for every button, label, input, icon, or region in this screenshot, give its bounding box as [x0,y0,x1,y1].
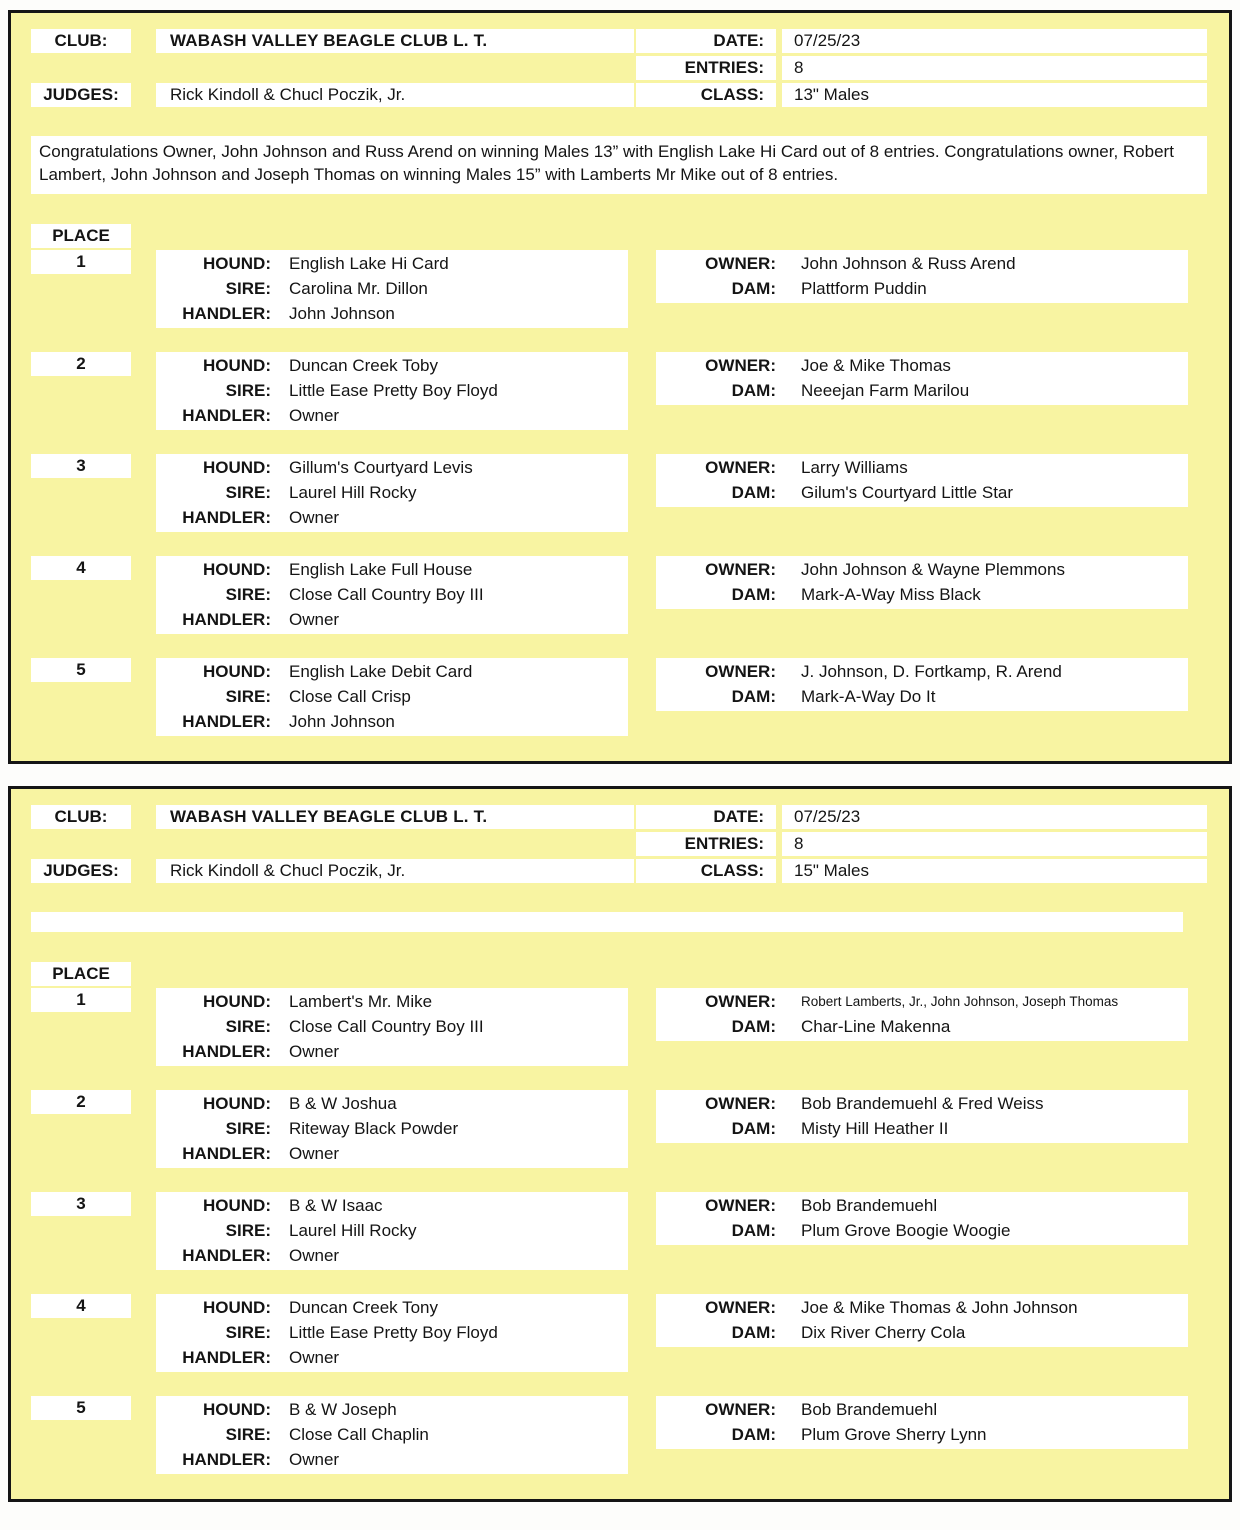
place-number: 2 [31,1090,131,1114]
results-panel-13-males [8,10,1232,764]
hound-label: HOUND: [203,356,271,375]
sire-value: Close Call Crisp [289,687,411,706]
sire-value: Laurel Hill Rocky [289,483,417,502]
owner-value: Bob Brandemuehl & Fred Weiss [801,1094,1044,1113]
panel-header [31,805,1207,886]
owner-details [656,556,1188,609]
result-entry [31,1192,1207,1269]
hound-details [156,454,628,532]
handler-label: HANDLER: [182,304,271,323]
hound-value: Lambert's Mr. Mike [289,992,433,1011]
dam-label: DAM: [731,279,776,298]
dam-label: DAM: [731,483,776,502]
hound-label: HOUND: [203,458,271,477]
dam-label: DAM: [731,381,776,400]
entries-value: 8 [782,832,1207,856]
club-label: CLUB: [31,29,131,53]
owner-label: OWNER: [705,560,776,579]
dam-value: Mark-A-Way Miss Black [801,585,981,604]
result-entry [31,1294,1207,1371]
class-value: 13" Males [782,83,1207,107]
sire-label: SIRE: [225,279,271,298]
owner-value: Larry Williams [801,458,908,477]
owner-value: J. Johnson, D. Fortkamp, R. Arend [801,662,1062,681]
hound-value: Gillum's Courtyard Levis [289,458,473,477]
sire-value: Laurel Hill Rocky [289,1221,417,1240]
handler-value: Owner [289,508,340,527]
result-entry [31,1090,1207,1167]
judges-value: Rick Kindoll & Chucl Poczik, Jr. [156,83,634,107]
hound-value: B & W Isaac [289,1196,383,1215]
handler-label: HANDLER: [182,1348,271,1367]
place-number: 3 [31,1192,131,1216]
owner-details [656,988,1188,1041]
dam-value: Dix River Cherry Cola [801,1323,966,1342]
place-number: 4 [31,1294,131,1318]
owner-details [656,250,1188,303]
owner-details [656,1192,1188,1245]
panel-header [31,29,1207,110]
handler-value: Owner [289,406,340,425]
owner-label: OWNER: [705,1196,776,1215]
result-entry [31,658,1207,735]
sire-value: Close Call Chaplin [289,1425,429,1444]
hound-label: HOUND: [203,992,271,1011]
sire-value: Riteway Black Powder [289,1119,459,1138]
entries-label: ENTRIES: [636,832,776,856]
class-label: CLASS: [636,83,776,107]
owner-details [656,454,1188,507]
hound-label: HOUND: [203,1400,271,1419]
date-label: DATE: [636,29,776,53]
congratulations-text: Congratulations Owner, John Johnson and Russ Arend on winning Males 13” with English Lake Hi Card out of 8 entries. Congratulations owner, Robert Lambert, John Johnson and Joseph Thomas on winning Males 15” with Lamberts Mr Mike out of 8 entries. [31,136,1207,194]
hound-details [156,1192,628,1270]
dam-label: DAM: [731,687,776,706]
hound-value: English Lake Hi Card [289,254,449,273]
result-entry [31,988,1207,1065]
congratulations-text [31,912,1183,932]
handler-value: Owner [289,1348,340,1367]
sire-label: SIRE: [225,1425,271,1444]
hound-label: HOUND: [203,1094,271,1113]
results-panel-15-males [8,786,1232,1502]
place-number: 5 [31,658,131,682]
place-column-header: PLACE [31,962,131,986]
dam-value: Mark-A-Way Do It [801,687,936,706]
dam-value: Plattform Puddin [801,279,927,298]
owner-label: OWNER: [705,662,776,681]
header-spacer [31,832,636,856]
owner-label: OWNER: [705,254,776,273]
handler-label: HANDLER: [182,1450,271,1469]
dam-label: DAM: [731,1119,776,1138]
dam-value: Gilum's Courtyard Little Star [801,483,1014,502]
hound-details [156,1090,628,1168]
place-number: 4 [31,556,131,580]
entries-value: 8 [782,56,1207,80]
owner-label: OWNER: [705,1094,776,1113]
handler-value: John Johnson [289,712,395,731]
class-label: CLASS: [636,859,776,883]
hound-details [156,658,628,736]
sire-value: Close Call Country Boy III [289,585,484,604]
owner-label: OWNER: [705,992,776,1011]
judges-label: JUDGES: [31,83,131,107]
handler-value: Owner [289,1144,340,1163]
dam-label: DAM: [731,1425,776,1444]
result-entry [31,1396,1207,1473]
handler-value: Owner [289,610,340,629]
hound-label: HOUND: [203,1298,271,1317]
entries-label: ENTRIES: [636,56,776,80]
hound-value: B & W Joseph [289,1400,397,1419]
judges-value: Rick Kindoll & Chucl Poczik, Jr. [156,859,634,883]
place-number: 5 [31,1396,131,1420]
sire-value: Little Ease Pretty Boy Floyd [289,381,498,400]
sire-value: Close Call Country Boy III [289,1017,484,1036]
hound-value: English Lake Full House [289,560,473,579]
dam-value: Misty Hill Heather II [801,1119,949,1138]
owner-details [656,658,1188,711]
handler-value: Owner [289,1246,340,1265]
owner-label: OWNER: [705,356,776,375]
owner-value: Joe & Mike Thomas & John Johnson [801,1298,1078,1317]
sire-value: Carolina Mr. Dillon [289,279,428,298]
sire-label: SIRE: [225,687,271,706]
handler-label: HANDLER: [182,712,271,731]
hound-label: HOUND: [203,254,271,273]
header-spacer [31,56,636,80]
handler-label: HANDLER: [182,1042,271,1061]
handler-label: HANDLER: [182,1144,271,1163]
owner-details [656,1090,1188,1143]
sire-label: SIRE: [225,1017,271,1036]
result-entry [31,352,1207,429]
dam-value: Neeejan Farm Marilou [801,381,970,400]
hound-label: HOUND: [203,560,271,579]
class-value: 15" Males [782,859,1207,883]
sire-label: SIRE: [225,1323,271,1342]
hound-details [156,250,628,328]
hound-details [156,988,628,1066]
owner-label: OWNER: [705,458,776,477]
handler-label: HANDLER: [182,508,271,527]
place-number: 1 [31,988,131,1012]
sire-label: SIRE: [225,1221,271,1240]
dam-value: Plum Grove Sherry Lynn [801,1425,987,1444]
hound-value: B & W Joshua [289,1094,397,1113]
owner-value: Bob Brandemuehl [801,1400,938,1419]
sire-label: SIRE: [225,1119,271,1138]
club-value: WABASH VALLEY BEAGLE CLUB L. T. [156,29,634,53]
hound-label: HOUND: [203,662,271,681]
handler-label: HANDLER: [182,610,271,629]
owner-label: OWNER: [705,1400,776,1419]
handler-label: HANDLER: [182,406,271,425]
date-value: 07/25/23 [782,805,1207,829]
owner-value: John Johnson & Wayne Plemmons [801,560,1065,579]
hound-details [156,556,628,634]
handler-value: John Johnson [289,304,395,323]
club-label: CLUB: [31,805,131,829]
hound-value: English Lake Debit Card [289,662,473,681]
place-number: 1 [31,250,131,274]
hound-details [156,352,628,430]
date-value: 07/25/23 [782,29,1207,53]
owner-value: John Johnson & Russ Arend [801,254,1016,273]
dam-label: DAM: [731,1221,776,1240]
owner-value: Joe & Mike Thomas [801,356,951,375]
owner-value: Bob Brandemuehl [801,1196,938,1215]
sire-value: Little Ease Pretty Boy Floyd [289,1323,498,1342]
hound-label: HOUND: [203,1196,271,1215]
sire-label: SIRE: [225,483,271,502]
hound-value: Duncan Creek Tony [289,1298,438,1317]
place-column-header: PLACE [31,224,131,248]
judges-label: JUDGES: [31,859,131,883]
hound-details [156,1396,628,1474]
result-entry [31,556,1207,633]
dam-label: DAM: [731,1017,776,1036]
dam-label: DAM: [731,585,776,604]
owner-details [656,1396,1188,1449]
place-number: 3 [31,454,131,478]
dam-value: Plum Grove Boogie Woogie [801,1221,1011,1240]
sire-label: SIRE: [225,381,271,400]
handler-label: HANDLER: [182,1246,271,1265]
dam-value: Char-Line Makenna [801,1017,951,1036]
handler-value: Owner [289,1042,340,1061]
result-entry [31,250,1207,327]
dam-label: DAM: [731,1323,776,1342]
owner-label: OWNER: [705,1298,776,1317]
owner-details [656,352,1188,405]
owner-value: Robert Lamberts, Jr., John Johnson, Joseph Thomas [801,994,1119,1009]
sire-label: SIRE: [225,585,271,604]
hound-details [156,1294,628,1372]
hound-value: Duncan Creek Toby [289,356,438,375]
place-number: 2 [31,352,131,376]
date-label: DATE: [636,805,776,829]
handler-value: Owner [289,1450,340,1469]
club-value: WABASH VALLEY BEAGLE CLUB L. T. [156,805,634,829]
owner-details [656,1294,1188,1347]
result-entry [31,454,1207,531]
